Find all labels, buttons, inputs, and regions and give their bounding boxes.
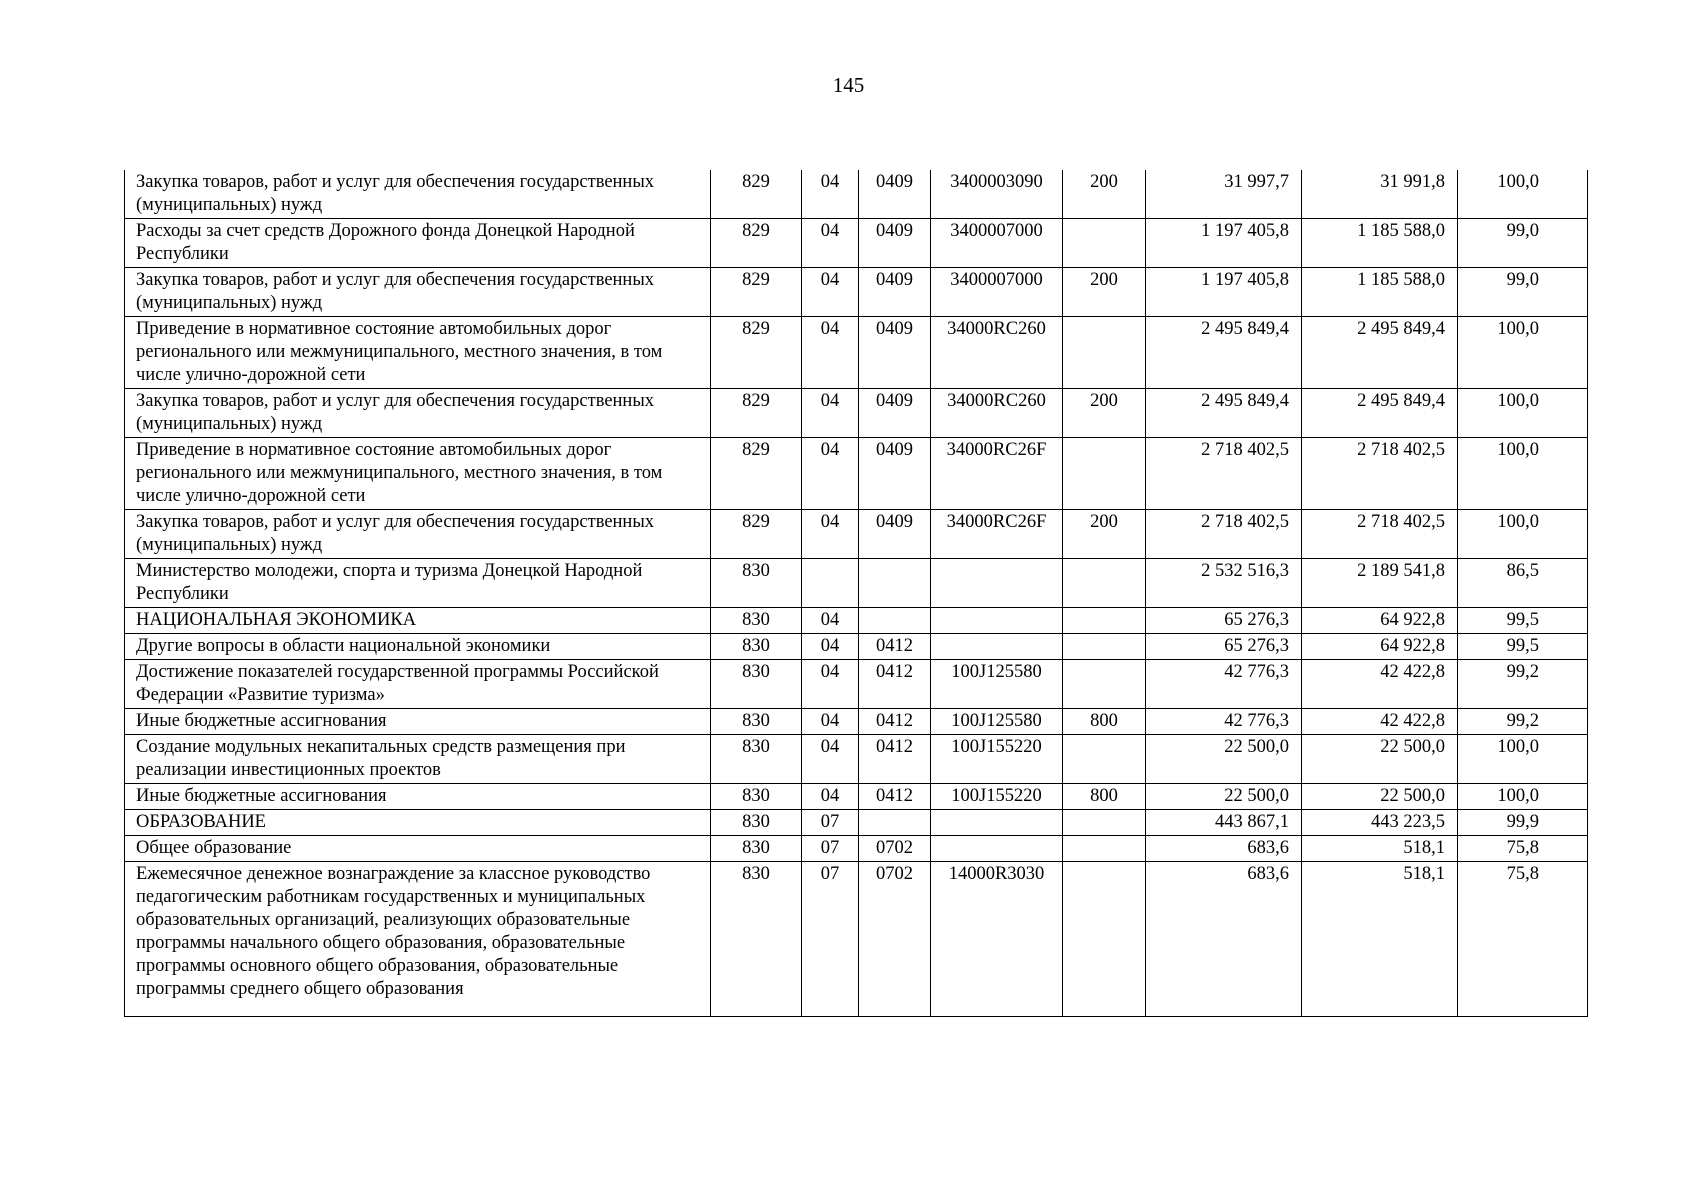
section-code-cell: 04 — [802, 268, 859, 317]
actual-amount-cell: 1 185 588,0 — [1302, 268, 1458, 317]
subsection-code-cell: 0409 — [859, 389, 931, 438]
table-row — [125, 510, 1588, 559]
percent-cell: 99,2 — [1458, 709, 1588, 735]
expense-type-cell: 800 — [1063, 784, 1146, 810]
section-code-cell: 04 — [802, 784, 859, 810]
actual-amount-cell: 64 922,8 — [1302, 634, 1458, 660]
target-article-cell: 34000RC26F — [931, 438, 1063, 510]
actual-amount-cell: 518,1 — [1302, 836, 1458, 862]
section-code-cell: 04 — [802, 608, 859, 634]
section-code-cell: 04 — [802, 317, 859, 389]
row-name-cell: Расходы за счет средств Дорожного фонда Донецкой Народной Республики — [125, 219, 711, 268]
actual-amount-cell: 2 495 849,4 — [1302, 317, 1458, 389]
target-article-cell: 34000RC260 — [931, 317, 1063, 389]
table-row — [125, 862, 1588, 1017]
row-name-cell: Достижение показателей государственной программы Российской Федерации «Развитие туризма» — [125, 660, 711, 709]
table-row — [125, 709, 1588, 735]
plan-amount-cell: 42 776,3 — [1146, 660, 1302, 709]
plan-amount-cell: 22 500,0 — [1146, 784, 1302, 810]
expense-type-cell — [1063, 735, 1146, 784]
section-code-cell — [802, 559, 859, 608]
actual-amount-cell: 2 718 402,5 — [1302, 438, 1458, 510]
section-code-cell: 04 — [802, 634, 859, 660]
expense-type-cell — [1063, 219, 1146, 268]
plan-amount-cell: 65 276,3 — [1146, 634, 1302, 660]
percent-cell: 100,0 — [1458, 735, 1588, 784]
actual-amount-cell: 42 422,8 — [1302, 660, 1458, 709]
table-row — [125, 810, 1588, 836]
grbs-code-cell: 829 — [711, 170, 802, 219]
percent-cell: 100,0 — [1458, 170, 1588, 219]
expense-type-cell — [1063, 660, 1146, 709]
plan-amount-cell: 1 197 405,8 — [1146, 268, 1302, 317]
percent-cell: 99,0 — [1458, 268, 1588, 317]
expense-type-cell: 200 — [1063, 268, 1146, 317]
row-name-cell: Иные бюджетные ассигнования — [125, 784, 711, 810]
row-name-cell: Закупка товаров, работ и услуг для обеспечения государственных (муниципальных) нужд — [125, 170, 711, 219]
percent-cell: 99,0 — [1458, 219, 1588, 268]
actual-amount-cell: 518,1 — [1302, 862, 1458, 1017]
subsection-code-cell: 0409 — [859, 438, 931, 510]
actual-amount-cell: 443 223,5 — [1302, 810, 1458, 836]
table-row — [125, 784, 1588, 810]
plan-amount-cell: 683,6 — [1146, 862, 1302, 1017]
target-article-cell: 34000RC26F — [931, 510, 1063, 559]
plan-amount-cell: 1 197 405,8 — [1146, 219, 1302, 268]
grbs-code-cell: 830 — [711, 862, 802, 1017]
expense-type-cell — [1063, 862, 1146, 1017]
table-row — [125, 660, 1588, 709]
plan-amount-cell: 2 718 402,5 — [1146, 438, 1302, 510]
section-code-cell: 04 — [802, 735, 859, 784]
target-article-cell — [931, 608, 1063, 634]
target-article-cell — [931, 634, 1063, 660]
plan-amount-cell: 22 500,0 — [1146, 735, 1302, 784]
plan-amount-cell: 65 276,3 — [1146, 608, 1302, 634]
target-article-cell — [931, 810, 1063, 836]
percent-cell: 99,5 — [1458, 634, 1588, 660]
expense-type-cell — [1063, 438, 1146, 510]
subsection-code-cell: 0412 — [859, 660, 931, 709]
grbs-code-cell: 830 — [711, 810, 802, 836]
table-row — [125, 608, 1588, 634]
percent-cell: 100,0 — [1458, 784, 1588, 810]
subsection-code-cell: 0412 — [859, 634, 931, 660]
expense-type-cell — [1063, 634, 1146, 660]
percent-cell: 100,0 — [1458, 438, 1588, 510]
actual-amount-cell: 2 189 541,8 — [1302, 559, 1458, 608]
percent-cell: 75,8 — [1458, 862, 1588, 1017]
table-row — [125, 389, 1588, 438]
subsection-code-cell: 0412 — [859, 709, 931, 735]
grbs-code-cell: 830 — [711, 634, 802, 660]
row-name-cell: Министерство молодежи, спорта и туризма Донецкой Народной Республики — [125, 559, 711, 608]
row-name-cell: Ежемесячное денежное вознаграждение за классное руководство педагогическим работникам государственных и муниципальных образовательных организаций, реализующих образовательные программы начального общего образования, образовательные программы основного общего образования, образовательные программы среднего общего образования — [125, 862, 711, 1017]
expense-type-cell — [1063, 810, 1146, 836]
grbs-code-cell: 829 — [711, 510, 802, 559]
section-code-cell: 07 — [802, 836, 859, 862]
table-body — [125, 170, 1588, 1017]
target-article-cell: 100J155220 — [931, 735, 1063, 784]
percent-cell: 75,8 — [1458, 836, 1588, 862]
section-code-cell: 04 — [802, 660, 859, 709]
percent-cell: 100,0 — [1458, 389, 1588, 438]
target-article-cell: 3400007000 — [931, 268, 1063, 317]
row-name-cell: Закупка товаров, работ и услуг для обеспечения государственных (муниципальных) нужд — [125, 268, 711, 317]
grbs-code-cell: 830 — [711, 784, 802, 810]
table-row — [125, 438, 1588, 510]
plan-amount-cell: 2 495 849,4 — [1146, 317, 1302, 389]
row-name-cell: Закупка товаров, работ и услуг для обеспечения государственных (муниципальных) нужд — [125, 510, 711, 559]
section-code-cell: 04 — [802, 389, 859, 438]
target-article-cell: 100J125580 — [931, 709, 1063, 735]
row-name-cell: ОБРАЗОВАНИЕ — [125, 810, 711, 836]
target-article-cell: 3400007000 — [931, 219, 1063, 268]
table-row — [125, 634, 1588, 660]
actual-amount-cell: 42 422,8 — [1302, 709, 1458, 735]
grbs-code-cell: 829 — [711, 389, 802, 438]
section-code-cell: 04 — [802, 170, 859, 219]
row-name-cell: НАЦИОНАЛЬНАЯ ЭКОНОМИКА — [125, 608, 711, 634]
expense-type-cell — [1063, 317, 1146, 389]
subsection-code-cell: 0412 — [859, 735, 931, 784]
percent-cell: 86,5 — [1458, 559, 1588, 608]
expense-type-cell: 200 — [1063, 389, 1146, 438]
section-code-cell: 04 — [802, 219, 859, 268]
target-article-cell — [931, 559, 1063, 608]
expense-type-cell: 800 — [1063, 709, 1146, 735]
actual-amount-cell: 1 185 588,0 — [1302, 219, 1458, 268]
subsection-code-cell: 0409 — [859, 219, 931, 268]
actual-amount-cell: 22 500,0 — [1302, 735, 1458, 784]
subsection-code-cell: 0702 — [859, 836, 931, 862]
percent-cell: 99,5 — [1458, 608, 1588, 634]
expense-type-cell: 200 — [1063, 170, 1146, 219]
subsection-code-cell: 0412 — [859, 784, 931, 810]
target-article-cell: 14000R3030 — [931, 862, 1063, 1017]
subsection-code-cell: 0409 — [859, 268, 931, 317]
grbs-code-cell: 830 — [711, 660, 802, 709]
subsection-code-cell: 0409 — [859, 317, 931, 389]
subsection-code-cell — [859, 810, 931, 836]
actual-amount-cell: 64 922,8 — [1302, 608, 1458, 634]
table-row — [125, 735, 1588, 784]
section-code-cell: 04 — [802, 438, 859, 510]
percent-cell: 100,0 — [1458, 510, 1588, 559]
target-article-cell — [931, 836, 1063, 862]
row-name-cell: Создание модульных некапитальных средств размещения при реализации инвестиционных проектов — [125, 735, 711, 784]
row-name-cell: Приведение в нормативное состояние автомобильных дорог регионального или межмуниципального, местного значения, в том числе улично-дорожной сети — [125, 317, 711, 389]
plan-amount-cell: 443 867,1 — [1146, 810, 1302, 836]
table-row — [125, 836, 1588, 862]
subsection-code-cell: 0409 — [859, 510, 931, 559]
actual-amount-cell: 22 500,0 — [1302, 784, 1458, 810]
table-row — [125, 317, 1588, 389]
section-code-cell: 04 — [802, 510, 859, 559]
expense-type-cell: 200 — [1063, 510, 1146, 559]
row-name-cell: Закупка товаров, работ и услуг для обеспечения государственных (муниципальных) нужд — [125, 389, 711, 438]
subsection-code-cell — [859, 559, 931, 608]
table-row — [125, 170, 1588, 219]
row-name-cell: Приведение в нормативное состояние автомобильных дорог регионального или межмуниципального, местного значения, в том числе улично-дорожной сети — [125, 438, 711, 510]
subsection-code-cell — [859, 608, 931, 634]
row-name-cell: Общее образование — [125, 836, 711, 862]
row-name-cell: Иные бюджетные ассигнования — [125, 709, 711, 735]
table-row — [125, 219, 1588, 268]
grbs-code-cell: 830 — [711, 608, 802, 634]
section-code-cell: 07 — [802, 862, 859, 1017]
section-code-cell: 07 — [802, 810, 859, 836]
actual-amount-cell: 31 991,8 — [1302, 170, 1458, 219]
target-article-cell: 3400003090 — [931, 170, 1063, 219]
plan-amount-cell: 2 495 849,4 — [1146, 389, 1302, 438]
plan-amount-cell: 2 532 516,3 — [1146, 559, 1302, 608]
grbs-code-cell: 830 — [711, 735, 802, 784]
grbs-code-cell: 829 — [711, 317, 802, 389]
percent-cell: 99,9 — [1458, 810, 1588, 836]
grbs-code-cell: 830 — [711, 559, 802, 608]
budget-table — [124, 170, 1588, 1017]
page-number: 145 — [832, 73, 865, 97]
target-article-cell: 100J125580 — [931, 660, 1063, 709]
subsection-code-cell: 0702 — [859, 862, 931, 1017]
section-code-cell: 04 — [802, 709, 859, 735]
expense-type-cell — [1063, 836, 1146, 862]
actual-amount-cell: 2 495 849,4 — [1302, 389, 1458, 438]
grbs-code-cell: 829 — [711, 438, 802, 510]
plan-amount-cell: 683,6 — [1146, 836, 1302, 862]
percent-cell: 100,0 — [1458, 317, 1588, 389]
table-row — [125, 268, 1588, 317]
plan-amount-cell: 42 776,3 — [1146, 709, 1302, 735]
target-article-cell: 100J155220 — [931, 784, 1063, 810]
target-article-cell: 34000RC260 — [931, 389, 1063, 438]
expense-type-cell — [1063, 608, 1146, 634]
row-name-cell: Другие вопросы в области национальной экономики — [125, 634, 711, 660]
expense-type-cell — [1063, 559, 1146, 608]
plan-amount-cell: 2 718 402,5 — [1146, 510, 1302, 559]
percent-cell: 99,2 — [1458, 660, 1588, 709]
plan-amount-cell: 31 997,7 — [1146, 170, 1302, 219]
subsection-code-cell: 0409 — [859, 170, 931, 219]
grbs-code-cell: 830 — [711, 709, 802, 735]
table-row — [125, 559, 1588, 608]
actual-amount-cell: 2 718 402,5 — [1302, 510, 1458, 559]
grbs-code-cell: 829 — [711, 219, 802, 268]
grbs-code-cell: 830 — [711, 836, 802, 862]
grbs-code-cell: 829 — [711, 268, 802, 317]
